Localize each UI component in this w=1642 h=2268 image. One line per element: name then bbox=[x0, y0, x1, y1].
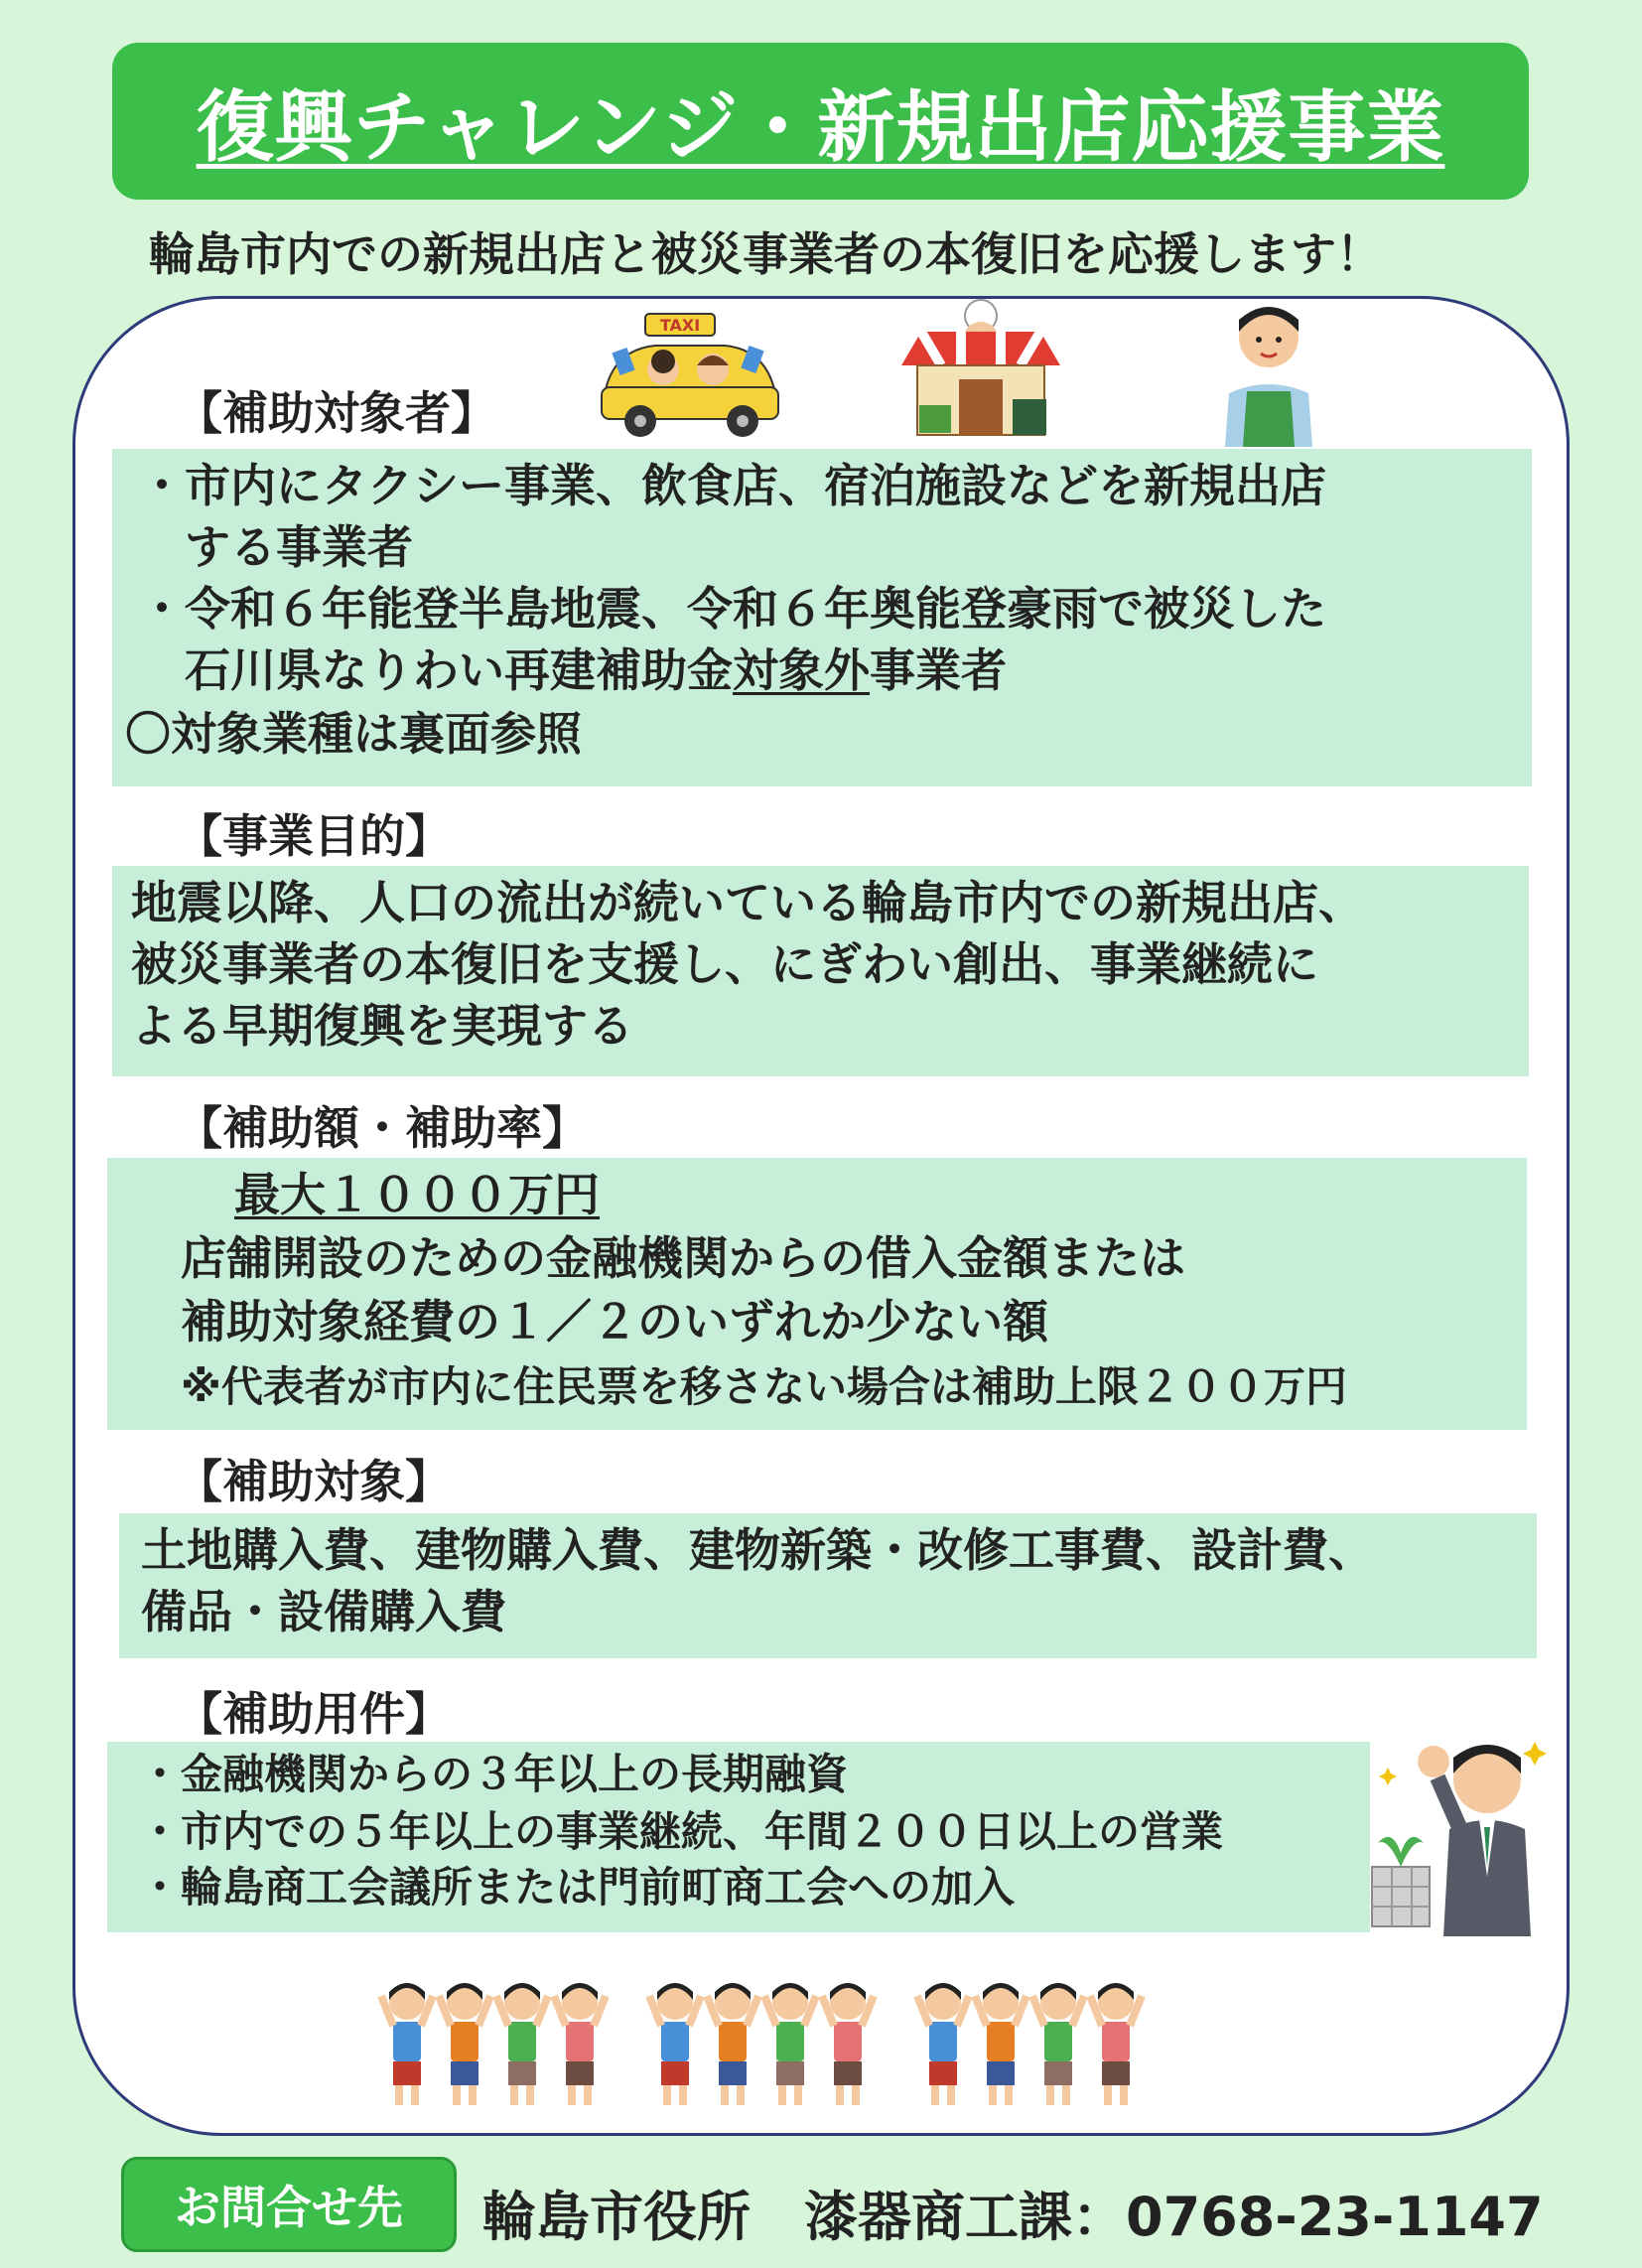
shop-chef-icon bbox=[901, 296, 1060, 445]
taxi-icon bbox=[596, 310, 784, 449]
page-subtitle: 輪島市内での新規出店と被災事業者の本復旧を応援します！ bbox=[149, 227, 1382, 281]
target-line-4-post: 事業者 bbox=[870, 643, 1007, 697]
purpose-line-1: 地震以降、人口の流出が続いている輪島市内での新規出店、 bbox=[131, 876, 1364, 929]
child-figure bbox=[554, 1983, 606, 2105]
amount-heading: 【補助額・補助率】 bbox=[177, 1101, 588, 1155]
covered-line-2: 備品・設備購入費 bbox=[141, 1585, 506, 1638]
amount-max: 最大１０００万円 bbox=[234, 1168, 600, 1221]
page-title: 復興チャレンジ・新規出店応援事業 bbox=[196, 83, 1445, 173]
shopkeeper-icon bbox=[1219, 298, 1318, 447]
child-figure bbox=[822, 1983, 874, 2105]
child-figure bbox=[649, 1983, 701, 2105]
target-note: 〇対象業種は裏面参照 bbox=[125, 707, 582, 761]
child-figure bbox=[764, 1983, 816, 2105]
child-figure bbox=[496, 1983, 548, 2105]
requirements-line-3: ・輪島商工会議所または門前町商工会への加入 bbox=[139, 1863, 1016, 1912]
requirements-line-2: ・市内での５年以上の事業継続、年間２００日以上の営業 bbox=[139, 1807, 1224, 1856]
purpose-line-3: よる早期復興を実現する bbox=[131, 999, 633, 1053]
requirements-line-1: ・金融機関からの３年以上の長期融資 bbox=[139, 1750, 849, 1798]
amount-line-2: 補助対象経費の１／２のいずれか少ない額 bbox=[181, 1295, 1048, 1348]
taxi-sign-label: TAXI bbox=[659, 316, 701, 335]
target-line-4-pre: 石川県なりわい再建補助金 bbox=[185, 643, 733, 697]
target-heading: 【補助対象者】 bbox=[177, 386, 496, 440]
target-line-4-underlined: 対象外 bbox=[733, 643, 870, 697]
child-figure bbox=[707, 1983, 758, 2105]
contact-label: お問合せ先 bbox=[121, 2157, 457, 2252]
purpose-line-2: 被災事業者の本復旧を支援し、にぎわい創出、事業継続に bbox=[131, 937, 1318, 991]
businessman-icon bbox=[1368, 1728, 1557, 1936]
children-group-icon bbox=[367, 1966, 1162, 2115]
title-banner bbox=[112, 43, 1529, 200]
child-figure bbox=[1090, 1983, 1142, 2105]
requirements-heading: 【補助用件】 bbox=[177, 1687, 451, 1741]
child-figure bbox=[1032, 1983, 1084, 2105]
target-line-4 bbox=[185, 643, 1007, 697]
contact-info: 輪島市役所 漆器商工課：0768-23-1147 bbox=[482, 2186, 1544, 2248]
covered-heading: 【補助対象】 bbox=[177, 1455, 451, 1508]
target-line-3: ・令和６年能登半島地震、令和６年奥能登豪雨で被災した bbox=[139, 582, 1326, 636]
purpose-heading: 【事業目的】 bbox=[177, 809, 451, 863]
target-line-1: ・市内にタクシー事業、飲食店、宿泊施設などを新規出店 bbox=[139, 459, 1326, 512]
covered-line-1: 土地購入費、建物購入費、建物新築・改修工事費、設計費、 bbox=[141, 1523, 1374, 1577]
target-line-2: する事業者 bbox=[185, 520, 413, 574]
child-figure bbox=[975, 1983, 1026, 2105]
amount-note: ※代表者が市内に住民票を移さない場合は補助上限２００万円 bbox=[181, 1362, 1347, 1411]
child-figure bbox=[917, 1983, 969, 2105]
amount-line-1: 店舗開設のための金融機関からの借入金額または bbox=[181, 1231, 1185, 1285]
child-figure bbox=[439, 1983, 490, 2105]
child-figure bbox=[381, 1983, 433, 2105]
